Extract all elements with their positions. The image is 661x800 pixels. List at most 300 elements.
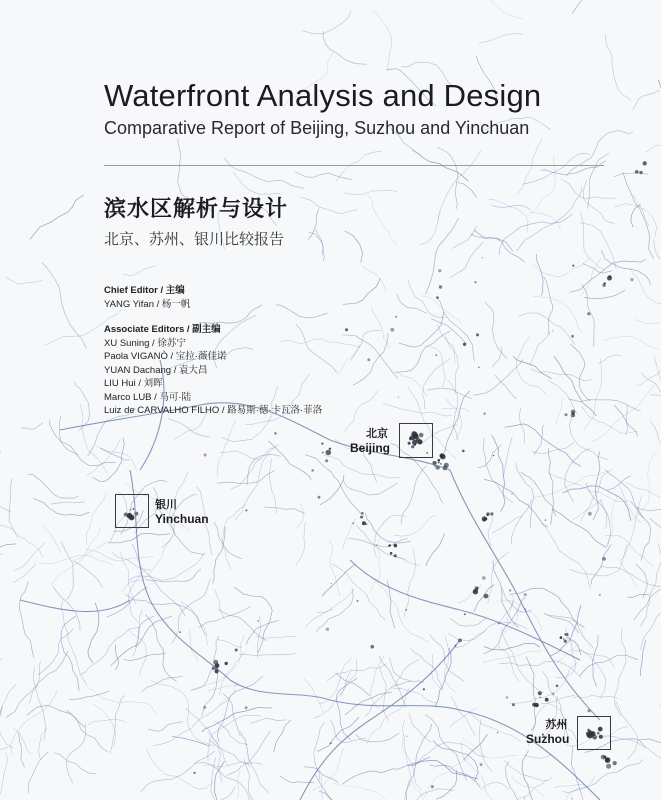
river-stroke [646, 145, 661, 152]
river-stroke [642, 373, 661, 425]
river-stroke [306, 609, 333, 627]
river-stroke [330, 720, 366, 743]
urban-area-dot [538, 691, 542, 695]
river-stroke [486, 0, 523, 19]
suzhou-frame [577, 716, 611, 750]
river-stroke [633, 90, 660, 109]
urban-area-dot [362, 521, 366, 525]
river-stroke [308, 209, 319, 240]
river-stroke [51, 527, 100, 585]
river-stroke [129, 630, 147, 675]
urban-area-dot [534, 703, 538, 707]
river-stroke [404, 550, 416, 617]
urban-area-dot [311, 469, 314, 472]
river-stroke [218, 640, 242, 648]
urban-area-dot [440, 463, 442, 465]
river-stroke [450, 243, 483, 278]
urban-area-dot [509, 589, 511, 591]
urban-area-dot [643, 161, 647, 165]
river-stroke [640, 608, 661, 649]
urban-area-dot [398, 397, 399, 398]
urban-area-dot [431, 785, 434, 788]
chief-editor-name: YANG Yifan / 杨一帆 [104, 298, 191, 310]
river-stroke [488, 199, 528, 232]
river-stroke [584, 290, 625, 298]
river-stroke [444, 636, 455, 692]
river-stroke [399, 312, 444, 347]
associate-editor-name: Luiz de CARVALHO FILHO / 路易斯·德·卡瓦洛·菲洛 [104, 405, 323, 416]
urban-area-dot [463, 343, 466, 346]
urban-area-dot [512, 703, 515, 706]
urban-area-dot [475, 587, 478, 590]
river-stroke [548, 448, 553, 524]
urban-area-dot [390, 328, 394, 332]
river-stroke [371, 656, 385, 712]
river-stroke [133, 544, 186, 615]
river-stroke [542, 524, 590, 589]
river-stroke [395, 660, 418, 686]
cover-title-chinese: 滨水区解析与设计 [104, 196, 289, 221]
river-stroke [93, 438, 124, 481]
associate-editor-name: Paola VIGANÒ / 宝拉·薇佳诺 [104, 351, 227, 362]
river-stroke [453, 226, 477, 248]
river-stroke [506, 762, 522, 800]
river-stroke [557, 398, 563, 424]
river-stroke [629, 449, 657, 521]
river-stroke [428, 388, 472, 399]
river-stroke [621, 497, 641, 560]
beijing-label [350, 427, 390, 455]
yinchuan-label-english: Yinchuan [155, 512, 209, 526]
river-stroke [295, 172, 351, 180]
river-stroke [86, 438, 120, 475]
river-stroke [567, 130, 633, 176]
suzhou-label-english: Suzhou [526, 732, 570, 746]
river-stroke [234, 587, 272, 653]
urban-area-dot [257, 620, 259, 622]
river-stroke [372, 307, 390, 348]
suzhou-label [526, 718, 569, 746]
river-stroke [362, 266, 386, 291]
river-stroke [438, 151, 480, 221]
river-stroke [409, 713, 431, 742]
urban-area-dot [545, 698, 549, 702]
river-stroke [334, 784, 387, 800]
urban-area-dot [329, 448, 331, 450]
river-stroke [220, 451, 260, 459]
urban-area-dot [325, 459, 328, 462]
river-stroke [518, 780, 547, 799]
beijing-label-chinese: 北京 [366, 428, 389, 440]
river-stroke [30, 195, 83, 239]
river-stroke [97, 446, 137, 470]
river-stroke [315, 775, 338, 800]
river-stroke [135, 616, 154, 647]
urban-area-dot [474, 590, 476, 592]
river-stroke [560, 776, 595, 800]
urban-area-dot [436, 296, 439, 299]
urban-area-dot [482, 576, 486, 580]
river-stroke [319, 791, 354, 800]
river-stroke [479, 34, 523, 44]
river-stroke [570, 260, 645, 293]
river-stroke [502, 628, 544, 693]
river-stroke [336, 673, 370, 696]
river-stroke [505, 424, 581, 466]
river-stroke [373, 10, 392, 71]
river-stroke [630, 268, 661, 304]
river-stroke [488, 514, 492, 546]
urban-area-dot [524, 593, 527, 596]
river-stroke [274, 720, 291, 752]
river-stroke [462, 738, 517, 759]
river-stroke [484, 643, 539, 650]
river-stroke [233, 173, 280, 194]
river-stroke [462, 742, 505, 800]
river-stroke [420, 212, 441, 245]
cover-subtitle-chinese: 北京、苏州、银川比较报告 [104, 231, 285, 248]
urban-area-dot [588, 512, 592, 516]
urban-area-dot [405, 609, 407, 611]
urban-area-dot [599, 594, 601, 596]
river-stroke [345, 692, 391, 715]
river-stroke [554, 784, 607, 800]
river-stroke [498, 646, 519, 681]
urban-area-dot [321, 443, 323, 445]
river-stroke [426, 534, 445, 566]
river-stroke [345, 391, 378, 431]
urban-area-dot [331, 583, 332, 584]
river-stroke [61, 542, 73, 600]
river-stroke [345, 231, 363, 262]
river-stroke [510, 662, 577, 703]
river-stroke [88, 687, 156, 714]
river-stroke [297, 504, 304, 527]
river-stroke [654, 240, 661, 288]
river-stroke [172, 737, 209, 747]
urban-area-dot [345, 328, 348, 331]
urban-area-dot [394, 554, 397, 557]
river-stroke [631, 502, 650, 560]
river-stroke [544, 277, 553, 335]
urban-area-dot [482, 257, 483, 258]
yinchuan-label-chinese: 银川 [155, 499, 177, 511]
urban-area-dot [464, 613, 466, 615]
urban-area-dot [388, 545, 390, 547]
river-stroke [185, 787, 236, 800]
urban-area-dot [606, 764, 611, 769]
beijing-label-english: Beijing [350, 441, 391, 455]
river-stroke [147, 749, 215, 789]
river-stroke [492, 435, 505, 511]
river-stroke [148, 722, 182, 732]
river-stroke [561, 179, 615, 199]
river-stroke [15, 543, 45, 571]
river-stroke [309, 232, 323, 255]
urban-area-dot [556, 685, 559, 688]
river-stroke [598, 355, 620, 364]
river-stroke [473, 360, 522, 395]
river-stroke [14, 564, 36, 583]
river-stroke [404, 781, 418, 800]
river-stroke [0, 649, 2, 659]
river-stroke [650, 421, 661, 474]
river-stroke [626, 482, 661, 497]
river-stroke [517, 187, 582, 251]
urban-area-dot [609, 758, 610, 759]
river-stroke [34, 498, 90, 515]
river-stroke [27, 706, 85, 727]
river-stroke [457, 183, 476, 198]
editor-credits [104, 284, 322, 418]
associate-editors-heading: Associate Editors / 副主编 [104, 324, 221, 335]
river-stroke [605, 35, 630, 101]
river-stroke [504, 437, 513, 476]
urban-area-dot [484, 594, 489, 599]
river-stroke [18, 733, 24, 767]
river-stroke [503, 760, 552, 781]
river-stroke [426, 218, 459, 294]
river-stroke [0, 554, 3, 573]
urban-area-dot [235, 649, 238, 652]
river-stroke [532, 258, 590, 277]
urban-area-dot [360, 516, 363, 519]
river-stroke [208, 685, 240, 691]
river-stroke [488, 552, 509, 603]
river-stroke [67, 710, 108, 752]
river-stroke [471, 234, 525, 262]
river-stroke [502, 588, 532, 612]
river-stroke [224, 158, 304, 189]
yinchuan-label [155, 498, 209, 526]
river-stroke [42, 263, 86, 349]
river-stroke [495, 376, 516, 399]
river-stroke [534, 425, 544, 455]
river-stroke [423, 359, 451, 409]
river-stroke [614, 628, 626, 716]
river-stroke [330, 541, 341, 596]
urban-area-dot [179, 631, 181, 633]
river-stroke [571, 344, 590, 401]
associate-editor-name: LIU Hui / 刘晖 [104, 378, 163, 389]
river-stroke [332, 564, 385, 620]
river-stroke [28, 474, 78, 498]
river-stroke [237, 770, 240, 798]
urban-area-dot [539, 697, 541, 699]
urban-area-dot [560, 636, 563, 639]
river-stroke [115, 645, 118, 670]
river-stroke [591, 545, 611, 584]
urban-area-dot [438, 462, 440, 464]
river-stroke [372, 578, 428, 642]
river-stroke [317, 588, 354, 631]
urban-area-dot [572, 265, 574, 267]
urban-area-dot [245, 706, 248, 709]
river-stroke [366, 513, 411, 543]
urban-area-dot [438, 459, 441, 462]
urban-area-dot [225, 662, 228, 665]
urban-area-dot [203, 706, 206, 709]
river-stroke [301, 197, 358, 214]
river-stroke [202, 707, 271, 731]
divider-line [104, 165, 604, 166]
urban-area-dot [438, 269, 441, 272]
river-stroke [547, 615, 594, 648]
river-stroke [516, 336, 546, 394]
urban-area-dot [609, 275, 612, 278]
beijing-frame [399, 423, 433, 458]
river-stroke [401, 466, 427, 524]
associate-editor-name: YUAN Dachang / 袁大昌 [104, 364, 208, 376]
river-stroke [108, 534, 170, 543]
river-stroke [365, 681, 424, 717]
river-stroke [408, 760, 478, 779]
river-stroke [524, 755, 551, 759]
river-stroke [464, 735, 488, 760]
river-stroke [639, 739, 661, 750]
river-stroke [265, 507, 305, 513]
river-stroke [438, 325, 455, 364]
urban-area-dot [330, 742, 332, 744]
river-stroke [510, 588, 585, 627]
river-stroke [604, 336, 658, 349]
river-stroke [0, 705, 13, 748]
urban-area-dot [545, 519, 546, 520]
urban-area-dot [484, 413, 486, 415]
river-stroke [215, 762, 225, 800]
river-stroke [588, 153, 609, 208]
river-stroke [344, 190, 398, 195]
river-stroke [67, 724, 86, 783]
urban-area-dot [486, 512, 489, 515]
river-stroke [151, 681, 214, 746]
river-stroke [522, 751, 533, 800]
river-stroke [411, 649, 443, 690]
river-stroke [344, 481, 398, 495]
river-stroke [305, 455, 363, 517]
river-stroke [492, 205, 531, 210]
river-stroke [516, 463, 534, 528]
river-stroke [371, 540, 381, 590]
urban-area-dot [318, 496, 321, 499]
river-stroke [214, 522, 242, 559]
river-stroke [650, 519, 661, 547]
river-stroke [72, 541, 107, 560]
river-stroke [485, 479, 548, 527]
urban-area-dot [390, 552, 393, 555]
river-stroke [474, 230, 512, 251]
river-stroke [554, 356, 596, 415]
urban-area-dot [361, 512, 364, 515]
river-stroke [59, 417, 78, 455]
river-stroke [635, 319, 661, 330]
river-stroke [1, 753, 8, 794]
river-stroke [251, 718, 287, 723]
river-stroke [218, 420, 236, 476]
river-stroke [468, 711, 520, 741]
river-stroke [499, 214, 572, 254]
river-stroke [21, 423, 42, 430]
river-stroke [583, 180, 614, 224]
river-stroke [351, 330, 381, 360]
river-stroke [42, 525, 61, 553]
urban-area-dot [406, 736, 407, 737]
urban-area-dot [587, 312, 590, 315]
urban-area-dot [490, 512, 493, 515]
urban-area-dot [395, 316, 397, 318]
river-stroke [323, 31, 367, 64]
river-stroke [383, 403, 452, 416]
river-stroke [593, 384, 655, 441]
river-stroke [336, 678, 357, 740]
urban-area-dot [552, 330, 553, 331]
river-stroke [492, 516, 522, 533]
river-stroke [380, 656, 406, 707]
urban-area-dot [564, 640, 567, 643]
river-stroke [19, 582, 34, 658]
river-stroke [190, 630, 198, 662]
cover-title: Waterfront Analysis and Design [104, 78, 542, 113]
urban-area-dot [564, 633, 566, 635]
associate-editor-name: XU Suning / 徐苏宁 [104, 337, 186, 349]
river-stroke [552, 509, 606, 547]
river-stroke [626, 405, 628, 434]
river-stroke [634, 588, 661, 620]
river-stroke [215, 590, 225, 620]
river-stroke [113, 552, 152, 570]
river-stroke [80, 627, 139, 674]
river-stroke [29, 752, 49, 793]
urban-area-dot [423, 688, 425, 690]
urban-area-dot [440, 454, 445, 459]
urban-area-dot [493, 455, 494, 456]
river-stroke [367, 194, 396, 244]
urban-area-dot [639, 171, 642, 174]
river-stroke [426, 345, 445, 387]
urban-area-dot [484, 517, 487, 520]
cover-subtitle: Comparative Report of Beijing, Suzhou and Yinchuan [104, 118, 530, 138]
urban-area-dot [497, 732, 499, 734]
river-stroke [338, 345, 360, 375]
river-stroke [317, 717, 358, 751]
river-stroke [637, 485, 661, 511]
river-stroke [485, 302, 507, 358]
river-stroke [606, 536, 654, 567]
river-stroke [315, 230, 324, 261]
river-stroke [54, 753, 95, 774]
river-stroke [123, 653, 165, 661]
river-stroke [408, 280, 445, 318]
urban-area-dot [394, 544, 398, 548]
river-stroke [408, 789, 454, 800]
river-stroke [395, 331, 450, 372]
river-stroke [570, 414, 609, 460]
river-stroke [537, 255, 544, 296]
river-stroke [519, 408, 525, 444]
river-stroke [241, 732, 252, 765]
river-stroke [357, 526, 406, 560]
river-stroke [572, 0, 604, 13]
river-stroke [450, 618, 486, 626]
river-stroke [605, 495, 618, 547]
river-stroke [433, 741, 478, 782]
river-stroke [146, 615, 177, 681]
river-stroke [88, 719, 127, 725]
urban-area-dot [601, 755, 606, 760]
river-stroke [0, 525, 43, 557]
river-stroke [593, 636, 599, 687]
river-stroke [438, 298, 475, 361]
